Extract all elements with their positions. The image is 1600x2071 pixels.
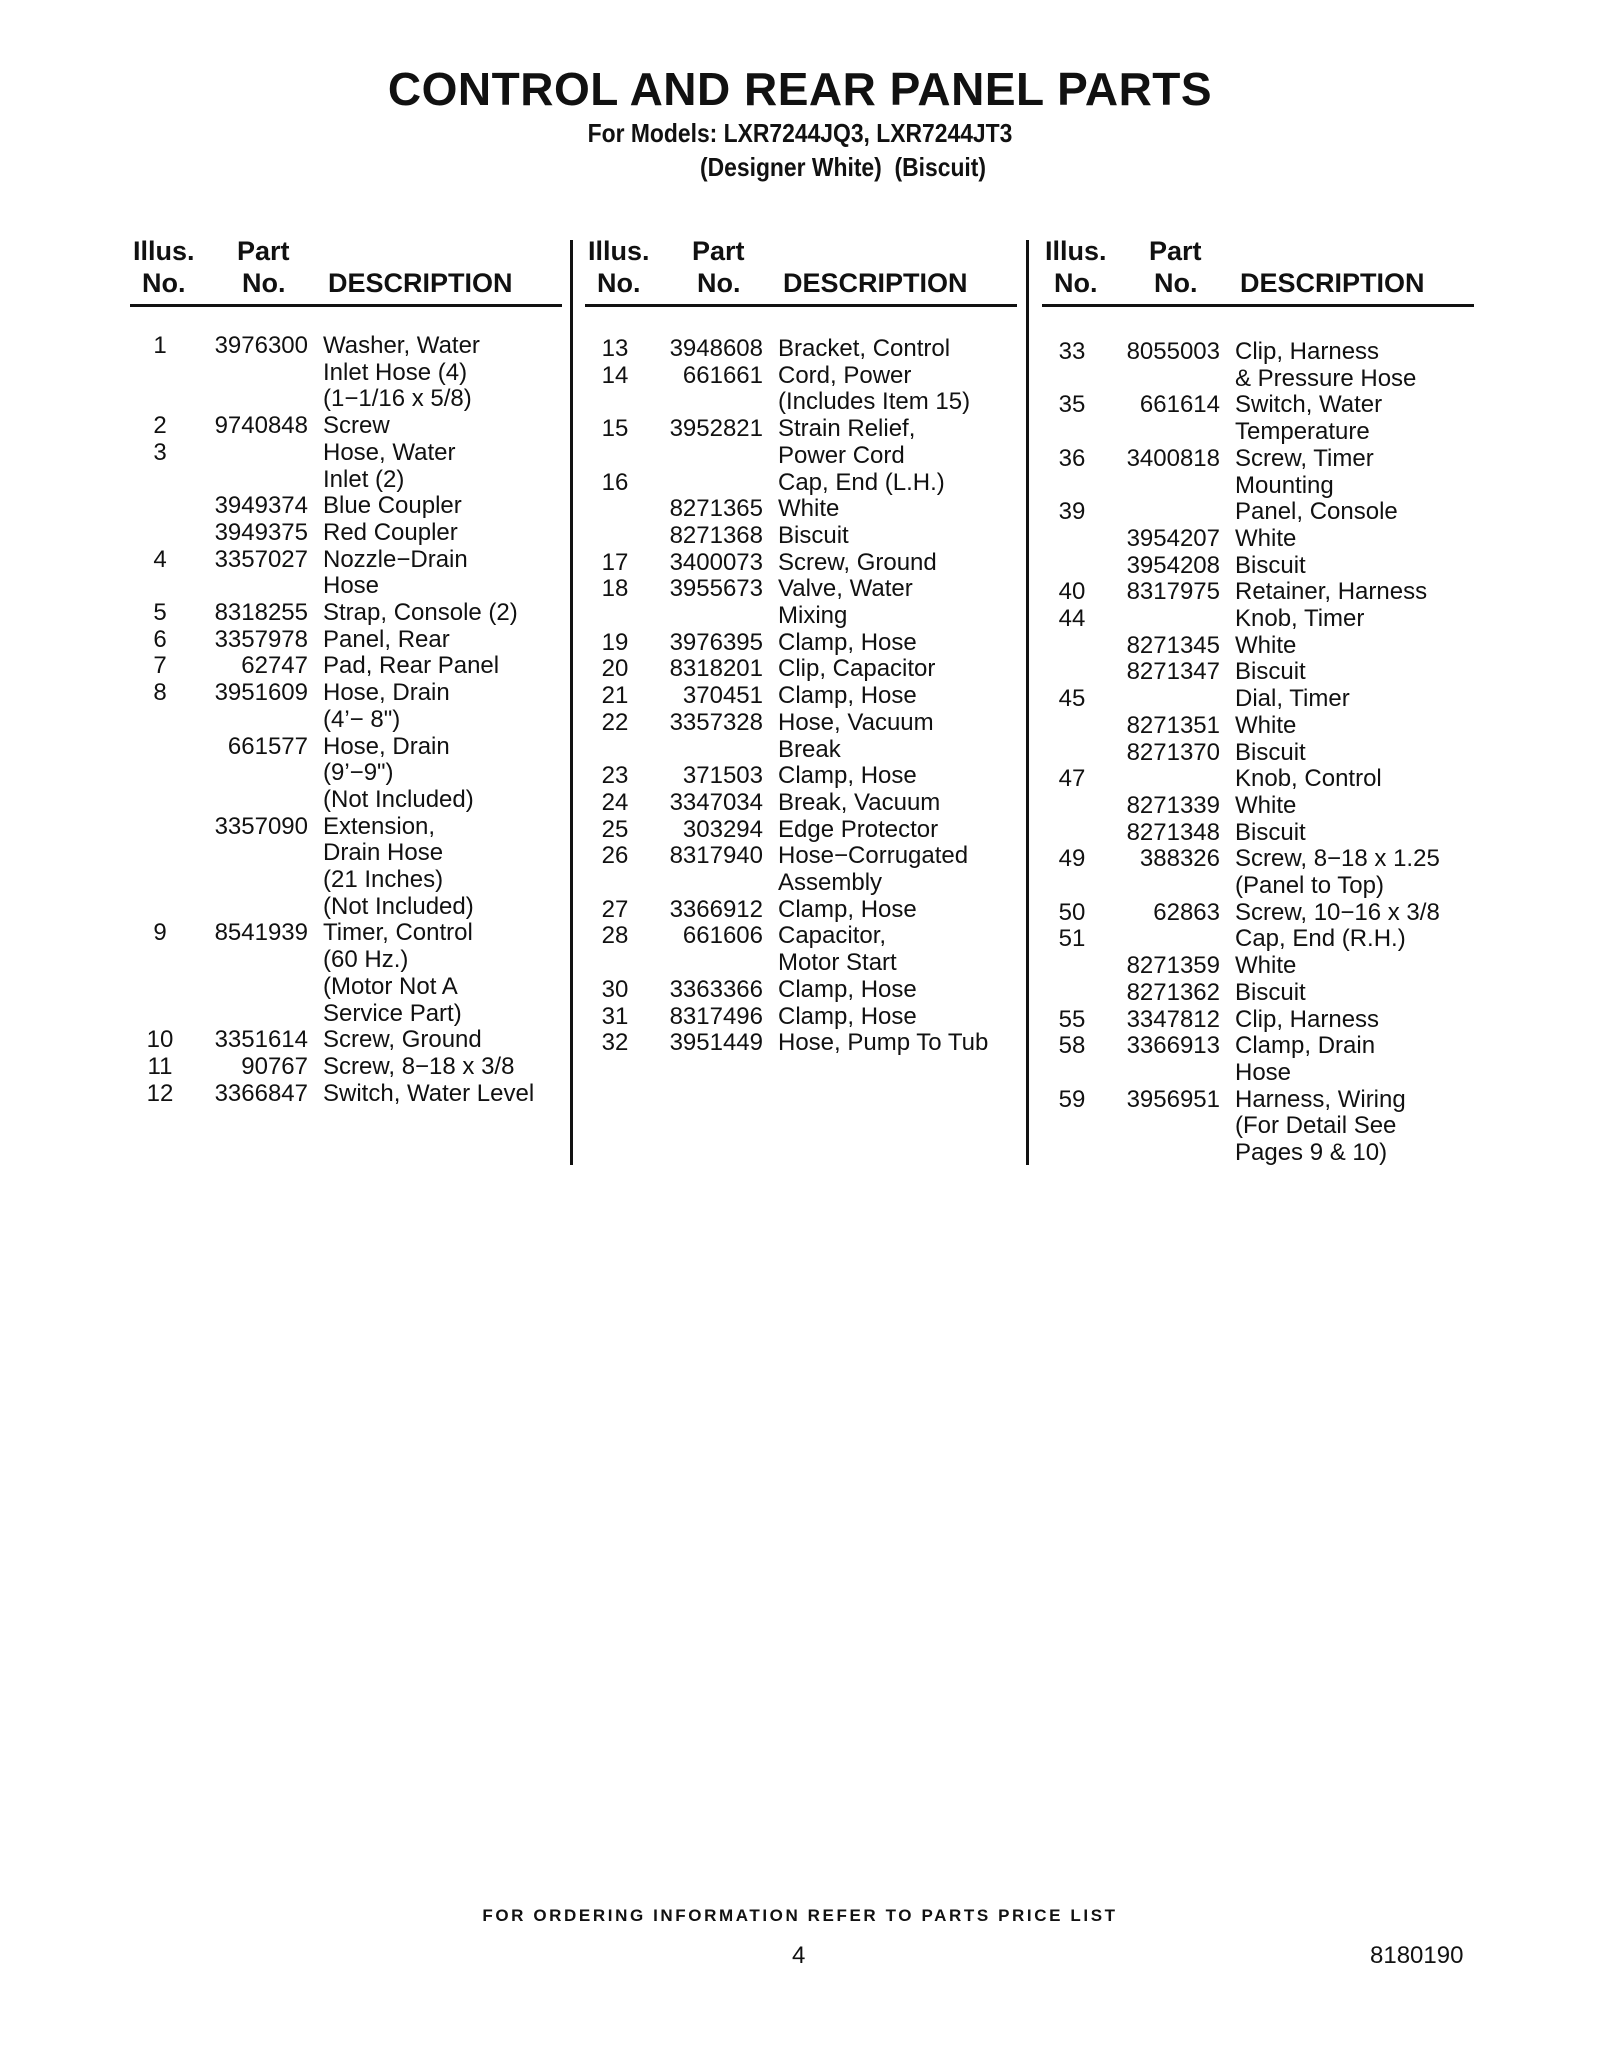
part-description: Biscuit [1235,978,1306,1006]
part-description: Harness, Wiring [1235,1085,1406,1113]
part-description: Screw, 10−16 x 3/8 [1235,898,1440,926]
part-description: Biscuit [1235,818,1306,846]
part-description: Clamp, Hose [778,895,917,923]
column-header [1042,236,1474,307]
part-description: Clamp, Hose [778,1002,917,1030]
illus-number: 2 [153,412,167,440]
part-description: Assembly [778,869,883,896]
parts-column-2 [585,236,1017,1057]
part-description: Screw, Ground [323,1026,482,1054]
illus-number: 32 [601,1029,629,1057]
part-description: Biscuit [1235,658,1306,686]
illus-header-bottom: No. [142,268,186,298]
part-number: 3357090 [214,812,308,840]
illus-number: 7 [153,652,167,680]
part-description: Pad, Rear Panel [323,652,500,680]
part-description: Timer, Control [323,919,473,947]
part-description: (4’− 8") [323,705,401,733]
illus-number: 16 [601,468,629,496]
part-description: Inlet Hose (4) [323,358,468,386]
part-number: 3366847 [214,1079,308,1107]
part-description: & Pressure Hose [1235,364,1417,392]
illus-header-bottom: No. [597,268,641,298]
part-description: Knob, Control [1235,765,1382,793]
part-description: Break, Vacuum [778,788,941,816]
part-number: 8317940 [669,842,763,870]
models-subtitle: For Models: LXR7244JQ3, LXR7244JT3 [587,118,1013,148]
illus-number: 5 [153,599,167,626]
part-description: Retainer, Harness [1235,578,1428,606]
part-description: Clamp, Hose [778,975,917,1003]
part-description: Clip, Harness [1235,1005,1380,1033]
illus-number: 47 [1058,765,1086,793]
description-header: DESCRIPTION [328,268,513,298]
part-description: Hose−Corrugated [778,842,969,870]
part-number: 8271348 [1126,818,1220,846]
illus-number: 36 [1058,444,1086,472]
part-number: 3949374 [214,492,308,520]
part-description: Motor Start [778,949,897,977]
illus-number: 55 [1058,1005,1086,1033]
part-number: 3347812 [1126,1005,1220,1033]
illus-number: 40 [1058,578,1086,606]
column-divider [570,240,573,1165]
part-number: 661606 [682,922,763,950]
parts-column-1 [130,236,562,1107]
illus-header-bottom: No. [1054,268,1098,298]
part-description: Break [778,735,841,763]
part-description: Hose [1235,1058,1292,1086]
part-description: Strap, Console (2) [323,599,518,626]
part-description: Pages 9 & 10) [1235,1139,1388,1166]
illus-number: 25 [601,815,629,843]
part-description: Cap, End (R.H.) [1235,925,1406,953]
part-number: 8318255 [214,599,308,626]
illus-number: 26 [601,842,629,870]
part-description: (1−1/16 x 5/8) [323,385,472,413]
part-description: Power Cord [778,441,905,469]
illus-number: 9 [153,919,167,947]
part-number: 3351614 [214,1026,308,1054]
part-number: 3357978 [214,625,308,653]
illus-number: 22 [601,708,629,736]
part-description: (9’−9") [323,759,394,787]
illus-number: 10 [146,1026,174,1054]
part-number: 8271345 [1126,631,1220,659]
part-number: 371503 [682,762,763,790]
part-description: Biscuit [1235,551,1306,579]
part-description: Biscuit [778,521,849,549]
part-number: 8271370 [1126,738,1220,766]
part-number: 8271365 [669,495,763,523]
part-description: (60 Hz.) [323,946,409,974]
part-number: 3400818 [1126,444,1220,472]
part-number: 303294 [682,815,763,843]
part-number: 8271339 [1126,791,1220,819]
part-description: (Panel to Top) [1235,872,1384,899]
illus-number: 23 [601,762,629,790]
part-number: 3955673 [669,575,763,603]
illus-number: 19 [601,628,629,656]
part-description: White [778,495,840,523]
part-description: Knob, Timer [1235,605,1365,632]
part-number: 3366912 [669,895,763,923]
part-description: Cap, End (L.H.) [778,468,945,496]
part-number: 3952821 [669,415,763,443]
part-description: Dial, Timer [1235,685,1350,713]
illus-number: 11 [147,1052,173,1080]
description-header: DESCRIPTION [1240,268,1425,298]
part-description: Clamp, Hose [778,762,917,790]
part-description: Cord, Power [778,361,912,389]
part-number: 3951449 [669,1029,763,1057]
part-number: 8541939 [214,919,308,947]
part-header-bottom: No. [242,268,286,298]
part-description: Hose, Drain [323,732,450,760]
part-description: (Not Included) [323,892,474,920]
part-number: 3366913 [1126,1032,1220,1060]
part-number: 8271368 [669,521,763,549]
part-description: (Motor Not A [323,972,458,1000]
column-header [130,236,562,307]
part-description: White [1235,952,1297,980]
part-number: 3951609 [214,679,308,707]
part-description: Inlet (2) [323,465,405,493]
illus-number: 39 [1058,498,1086,526]
part-description: Switch, Water [1235,391,1383,419]
part-description: Hose [323,572,380,600]
part-number: 388326 [1139,845,1220,873]
part-number: 8271362 [1126,978,1220,1006]
part-description: Nozzle−Drain [323,545,468,573]
illus-number: 21 [601,682,629,710]
part-description: Clamp, Hose [778,628,917,656]
parts-column-3 [1042,236,1474,1166]
page-title: CONTROL AND REAR PANEL PARTS [387,63,1213,115]
column-divider [1026,240,1029,1165]
part-number: 8317975 [1126,578,1220,606]
part-number: 90767 [241,1052,308,1080]
part-description: Screw [323,412,390,440]
illus-number: 28 [601,922,629,950]
part-header-top: Part [237,236,290,266]
part-number: 8271359 [1126,952,1220,980]
illus-number: 50 [1058,898,1086,926]
part-description: Screw, Timer [1235,444,1374,472]
part-description: White [1235,524,1297,552]
part-number: 661614 [1139,391,1220,419]
part-number: 3949375 [214,518,308,546]
part-description: Clamp, Drain [1235,1032,1376,1060]
part-number: 8055003 [1126,338,1220,365]
illus-number: 17 [601,548,629,576]
illus-number: 20 [601,655,629,683]
part-number: 661661 [682,361,763,389]
illus-number: 12 [146,1079,174,1107]
illus-header-top: Illus. [1045,236,1107,266]
illus-number: 15 [601,415,629,443]
illus-number: 1 [153,332,167,359]
part-description: Drain Hose [323,839,444,867]
part-description: Hose, Drain [323,679,450,707]
illus-header-top: Illus. [133,236,195,266]
illus-number: 27 [601,895,629,923]
part-description: Clip, Capacitor [778,655,936,683]
part-description: Red Coupler [323,518,458,546]
part-description: Washer, Water [323,332,480,359]
illus-number: 45 [1058,685,1086,713]
part-number: 3954208 [1126,551,1220,579]
part-header-bottom: No. [1154,268,1198,298]
illus-number: 30 [601,975,629,1003]
illus-number: 18 [601,575,629,603]
part-number: 3400073 [669,548,763,576]
part-description: Clip, Harness [1235,338,1380,365]
illus-header-top: Illus. [588,236,650,266]
illus-number: 3 [153,438,167,466]
part-description: Service Part) [323,999,462,1027]
part-header-top: Part [692,236,745,266]
part-number: 62863 [1153,898,1220,926]
part-header-bottom: No. [697,268,741,298]
part-description: Panel, Console [1235,498,1398,526]
page-number: 4 [792,1942,806,1969]
part-number: 62747 [241,652,308,680]
part-number: 661577 [227,732,308,760]
part-number: 3948608 [669,335,763,362]
part-number: 8318201 [669,655,763,683]
part-description: Valve, Water [778,575,913,603]
description-header: DESCRIPTION [783,268,968,298]
part-number: 3956951 [1126,1085,1220,1113]
part-description: Panel, Rear [323,625,450,653]
part-number: 8271347 [1126,658,1220,686]
part-description: Mixing [778,602,848,629]
illus-number: 49 [1058,845,1086,873]
illus-number: 58 [1058,1032,1086,1060]
part-description: Biscuit [1235,738,1306,766]
illus-number: 35 [1058,391,1086,419]
illus-number: 6 [153,625,167,653]
ordering-note: FOR ORDERING INFORMATION REFER TO PARTS PRICE LIST [482,1906,1118,1925]
part-description: White [1235,711,1297,739]
part-description: White [1235,631,1297,659]
part-number: 9740848 [214,412,308,440]
part-number: 370451 [682,682,763,710]
part-description: Capacitor, [778,922,887,950]
part-number: 3357027 [214,545,308,573]
part-description: (For Detail See [1235,1112,1397,1140]
part-description: Strain Relief, [778,415,916,443]
illus-number: 14 [601,361,629,389]
illus-number: 31 [601,1002,629,1030]
color-variants-subtitle: (Designer White) (Biscuit) [700,152,987,182]
illus-number: 4 [153,545,167,573]
part-number: 8271351 [1126,711,1220,739]
part-description: Hose, Vacuum [778,708,934,736]
part-description: (Includes Item 15) [778,388,971,416]
part-number: 3347034 [669,788,763,816]
part-description: Screw, 8−18 x 3/8 [323,1052,515,1080]
part-number: 3954207 [1126,524,1220,552]
part-header-top: Part [1149,236,1202,266]
part-description: Clamp, Hose [778,682,917,710]
part-number: 3976300 [214,332,308,359]
part-number: 3976395 [669,628,763,656]
part-number: 8317496 [669,1002,763,1030]
part-description: Mounting [1235,471,1334,499]
column-header [585,236,1017,307]
illus-number: 33 [1058,338,1086,365]
part-description: Hose, Pump To Tub [778,1029,989,1057]
part-description: Hose, Water [323,438,456,466]
part-description: Switch, Water Level [323,1079,535,1107]
part-description: (Not Included) [323,785,474,813]
document-number: 8180190 [1370,1942,1464,1969]
part-description: Edge Protector [778,815,939,843]
illus-number: 13 [601,335,629,362]
part-description: (21 Inches) [323,866,444,893]
part-description: Temperature [1235,418,1370,446]
part-description: Blue Coupler [323,492,462,520]
illus-number: 8 [153,679,167,707]
illus-number: 24 [601,788,629,816]
part-number: 3357328 [669,708,763,736]
illus-number: 44 [1058,605,1086,632]
part-description: Extension, [323,812,436,840]
illus-number: 51 [1058,925,1086,953]
part-description: Bracket, Control [778,335,951,362]
part-description: Screw, Ground [778,548,937,576]
part-description: Screw, 8−18 x 1.25 [1235,845,1440,873]
part-number: 3363366 [669,975,763,1003]
part-description: White [1235,791,1297,819]
illus-number: 59 [1058,1085,1086,1113]
